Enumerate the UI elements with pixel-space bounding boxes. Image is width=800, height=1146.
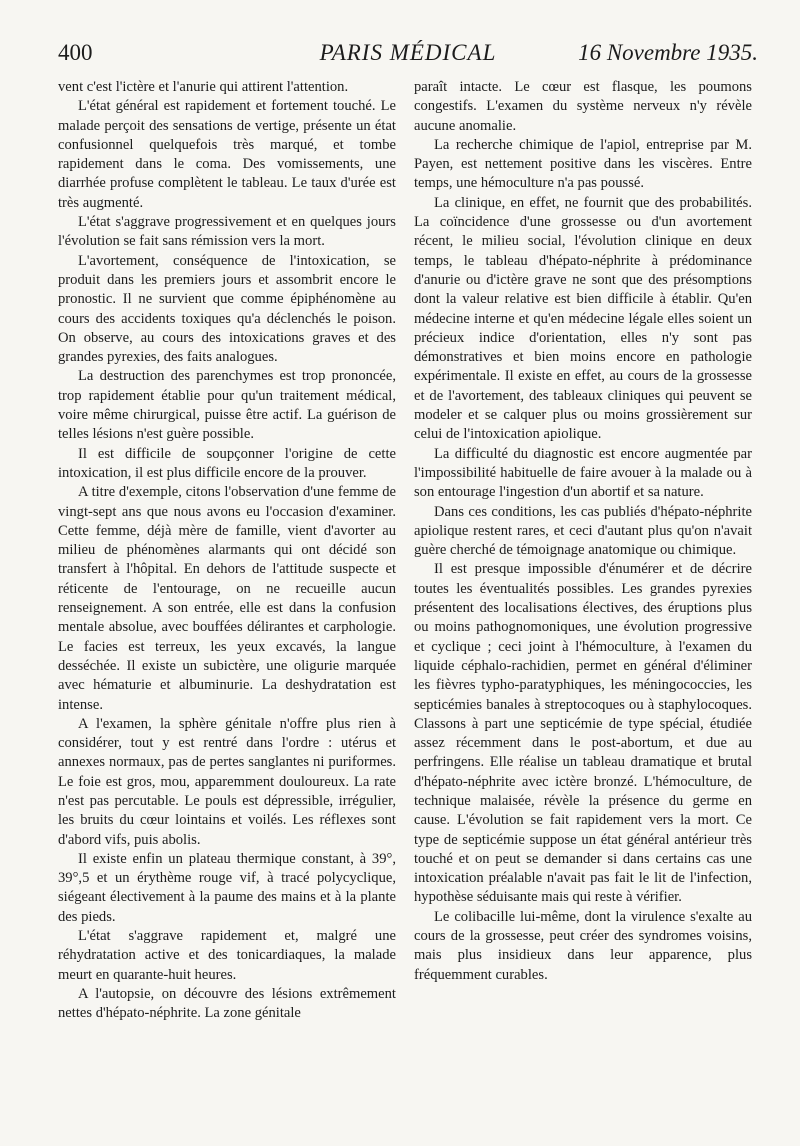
paragraph: paraît intacte. Le cœur est flasque, les poumons congestifs. L'examen du système nerveux n'y révèle aucune anomalie. <box>414 79 752 134</box>
paragraph: Il existe enfin un plateau thermique constant, à 39°, 39°,5 et un érythème rouge vif, à tracé polycyclique, siégeant électivement à la paume des mains et à la plante des pieds. <box>58 850 396 925</box>
paragraph: A l'examen, la sphère génitale n'offre plus rien à considérer, tout y est rentré dans l'ordre : utérus et annexes normaux, pas de pertes sanglantes ni puriformes. Le foie est gros, mou, apparemment douloureux. La rate n'est pas percutable. Le pouls est dépressible, irrégulier, les bruits du cœur lointains et voilés. Les réflexes sont d'abord vifs, puis abolis. <box>58 715 396 848</box>
paragraph: La recherche chimique de l'apiol, entreprise par M. Payen, est nettement positive dans les viscères. Entre temps, une hémoculture n'a pas poussé. <box>414 136 752 192</box>
paragraph: La clinique, en effet, ne fournit que des probabilités. La coïncidence d'une grossesse ou d'un avortement récent, le milieu social, l'évolution clinique en deux temps, le tableau d'hépato-néphrite à prédominance d'anurie ou d'ictère grave ne sont que des présomptions dont la valeur relative est bien difficile à établir. Qu'en médecine interne et qu'en médecine légale elles soient un précieux indice d'orientation, elles n'y sont pas démonstratives et bien moins encore en pathologie expérimentale. Il existe en effet, au cours de la grossesse et de l'avortement, des tableaux cliniques qui peuvent se modeler et se calquer plus ou moins grossièrement sur celui de l'intoxication apiolique. <box>414 194 752 443</box>
paragraph: Il est difficile de soupçonner l'origine de cette intoxication, il est plus difficile encore de la prouver. <box>58 445 396 481</box>
paragraph: Dans ces conditions, les cas publiés d'hépato-néphrite apiolique restent rares, et ceci d'autant plus qu'on n'avait guère cherché de témoignage anatomique ou chimique. <box>414 503 752 559</box>
paragraph: L'état s'aggrave rapidement et, malgré une réhydratation active et des tonicardiaques, la malade meurt en quarante-huit heures. <box>58 928 396 983</box>
left-column <box>58 78 396 1024</box>
paragraph: La difficulté du diagnostic est encore augmentée par l'impossibilité habituelle de faire avouer à la malade ou à son entourage l'ingestion d'un abortif et sa nature. <box>414 445 752 501</box>
page-number: 400 <box>58 40 93 65</box>
paragraph: A titre d'exemple, citons l'observation d'une femme de vingt-sept ans que nous avons eu l'occasion d'examiner. Cette femme, déjà mère de famille, vient d'avorter au milieu de phénomènes alarmants qui ont décidé son transfert à l'hôpital. En dehors de l'attitude suspecte et réticente de l'entourage, on ne recueille aucun renseignement. A son entrée, elle est dans la confusion mentale absolue, avec bouffées délirantes et carphologie. Le facies est terreux, les yeux excavés, la langue desséchée. Il existe un subictère, une oligurie marquée avec hématurie et albuminurie. La deshydratation est intense. <box>58 484 396 713</box>
paragraph: L'avortement, conséquence de l'intoxication, se produit dans les premiers jours et assombrit encore le pronostic. Il ne survient que comme épiphénomène au cours des accidents toxiques qu'a déclenchés le poison. On observe, au cours des intoxications graves et des grandes pyrexies, des faits analogues. <box>58 252 396 366</box>
running-header <box>58 40 758 74</box>
paragraph: La destruction des parenchymes est trop prononcée, trop rapidement établie pour qu'un traitement médical, voire même chirurgical, puisse être actif. La guérison de telles lésions n'est guère possible. <box>58 368 396 443</box>
paragraph: Il est presque impossible d'énumérer et de décrire toutes les éventualités possibles. Les grandes pyrexies présentent des localisations électives, des éruptions plus ou moins pathognomoniques, une évolution progressive et cyclique ; ceci joint à l'hémoculture, à l'examen du liquide céphalo-rachidien, permet en général d'éliminer les fièvres typho-paratyphiques, les méningococcies, les septicémies banales à streptocoques ou à staphylocoques. Classons à part une septicémie de type spécial, étudiée assez récemment dans le post-abortum, et due au perfringens. Elle réalise un tableau dramatique et brutal d'hépato-néphrite avec ictère bronzé. L'hémoculture, de technique malaisée, révèle la présence du germe en cause. L'évolution se fait rapidement vers la mort. Ce type de septicémie suppose un état général antérieur très touché et on peut se demander si dans certains cas une intoxication préalable n'avait pas fait le lit de l'infection, hypothèse séduisante mais qui reste à vérifier. <box>414 561 752 906</box>
paragraph: L'état général est rapidement et fortement touché. Le malade perçoit des sensations de vertige, présente un état confusionnel quelquefois très marqué, et tombe rapidement dans le coma. Des vomissements, une diarrhée profuse complètent le tableau. Le taux d'urée est très augmenté. <box>58 98 396 211</box>
paragraph: L'état s'aggrave progressivement et en quelques jours l'évolution se fait sans rémission vers la mort. <box>58 214 396 250</box>
paragraph: vent c'est l'ictère et l'anurie qui attirent l'attention. <box>58 79 349 95</box>
paragraph: A l'autopsie, on découvre des lésions extrêmement nettes d'hépato-néphrite. La zone génitale <box>58 985 396 1022</box>
paragraph: Le colibacille lui-même, dont la virulence s'exalte au cours de la grossesse, peut créer des syndromes voisins, mais plus insidieux dans leur apparence, plus fréquemment curables. <box>414 908 752 983</box>
journal-title: PARIS MÉDICAL <box>319 40 497 65</box>
issue-date: 16 Novembre 1935. <box>578 40 758 65</box>
right-column <box>414 78 752 985</box>
